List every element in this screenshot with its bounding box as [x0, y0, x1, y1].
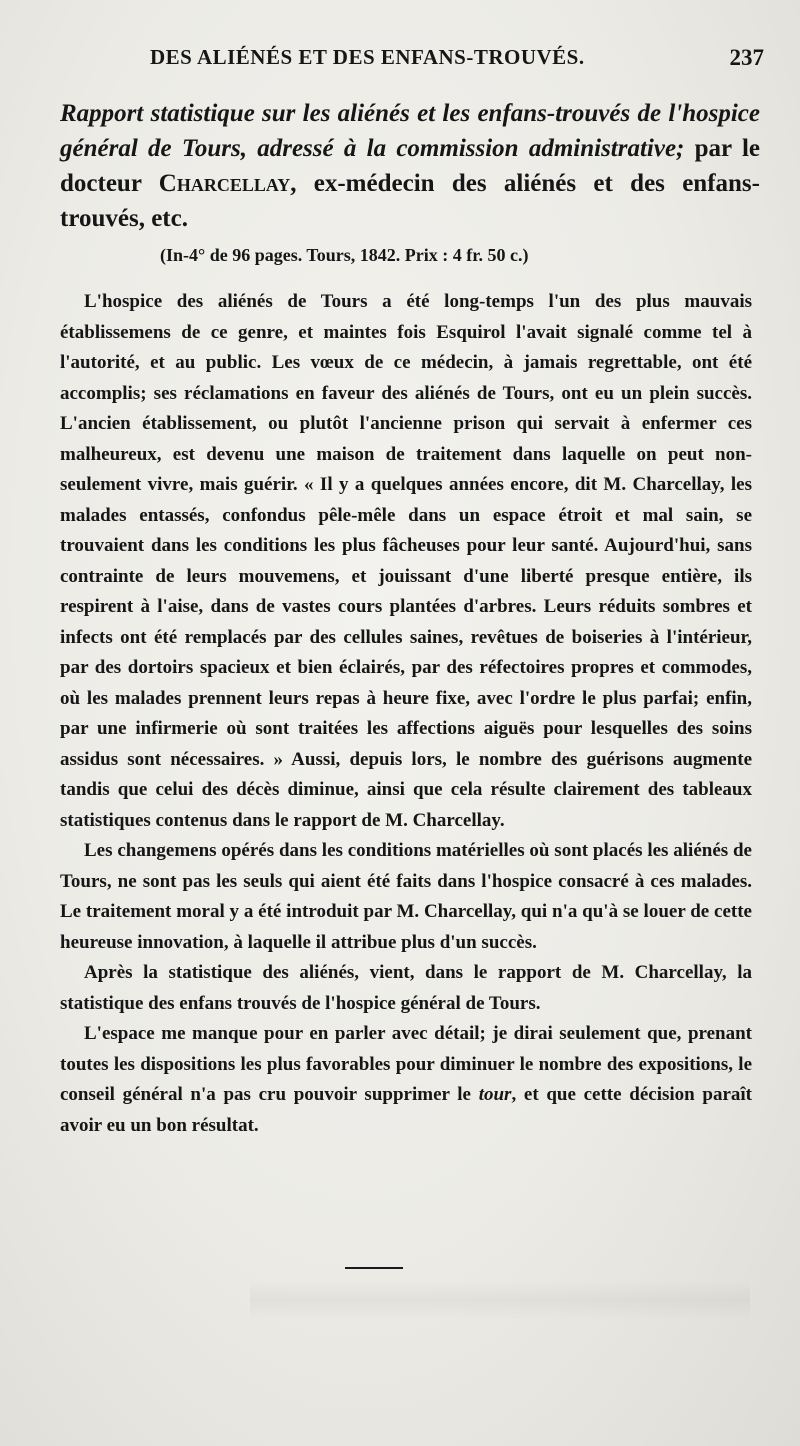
article-body [60, 287, 752, 1141]
review-title: Rapport statistique sur les aliénés et les enfans-trouvés de l'hospice général de Tours, adressé à la commission administrative; [60, 100, 760, 162]
end-rule [345, 1267, 403, 1269]
paragraph-2: Les changemens opérés dans les conditions matérielles où sont placés les aliénés de Tours, ne sont pas les seuls qui aient été faits dans l'hospice consacré à ces malades. Le traitement moral y a été introduit par M. Charcellay, qui n'a qu'à se louer de cette heureuse innovation, à laquelle il attribue plus d'un succès. [60, 840, 752, 953]
page-number: 237 [729, 45, 764, 70]
paragraph-4 [60, 1019, 752, 1141]
review-by: par le docteur [60, 135, 760, 197]
publication-info: (In-4° de 96 pages. Tours, 1842. Prix : 4 fr. 50 c.) [160, 245, 529, 265]
page-header [60, 45, 770, 79]
paragraph-1: L'hospice des aliénés de Tours a été long-temps l'un des plus mauvais établissemens de ce genre, et maintes fois Esquirol l'avait signalé comme tel à l'autorité, et au public. Les vœux de ce médecin, à jamais regrettable, ont été accomplis; ses réclamations en faveur des aliénés de Tours, ont eu un plein succès. L'ancien établissement, ou plutôt l'ancienne prison qui servait à enfermer ces malheureux, est devenu une maison de traitement dans laquelle on peut non-seulement vivre, mais guérir. « Il y a quelques années encore, dit M. Charcellay, les malades entassés, confondus pêle-mêle dans un espace étroit et mal sain, se trouvaient dans les conditions les plus fâcheuses pour leur santé. Aujourd'hui, sans contrainte de leurs mouvemens, et jouissant d'une liberté presque entière, ils respirent à l'aise, dans de vastes cours plantées d'arbres. Leurs réduits sombres et infects ont été remplacés par des cellules saines, revêtues de boiseries à l'intérieur, par des dortoirs spacieux et bien éclairés, par des réfectoires propres et commodes, où les malades prennent leurs repas à heure fixe, avec l'ordre le plus parfai; enfin, par une infirmerie où sont traitées les affections aiguës pour lesquelles des soins assidus sont nécessaires. » Aussi, depuis lors, le nombre des guérisons augmente tandis que celui des décès diminue, ainsi que cela résulte clairement des tableaux statistiques contenus dans le rapport de M. Charcellay. [60, 291, 752, 831]
review-author-details: , ex-médecin des aliénés et des enfans-trouvés, etc. [60, 170, 760, 232]
running-head: DES ALIÉNÉS ET DES ENFANS-TROUVÉS. [150, 45, 585, 69]
paragraph-4-emphasis: tour [478, 1084, 512, 1105]
review-author: Charcellay [158, 170, 291, 197]
review-heading [60, 96, 760, 236]
paragraph-3: Après la statistique des aliénés, vient, dans le rapport de M. Charcellay, la statistique des enfans trouvés de l'hospice général de Tours. [60, 962, 752, 1014]
paragraph-4-text-b: , et que cette décision paraît avoir eu un bon résultat. [60, 1084, 753, 1136]
paragraph-4-text-a: L'espace me manque pour en parler avec détail; je dirai seulement que, prenant toutes les dispositions les plus favorables pour diminuer le nombre des expositions, le conseil général n'a pas cru pouvoir supprimer le [60, 1023, 752, 1105]
show-through-shadow [250, 1280, 750, 1320]
